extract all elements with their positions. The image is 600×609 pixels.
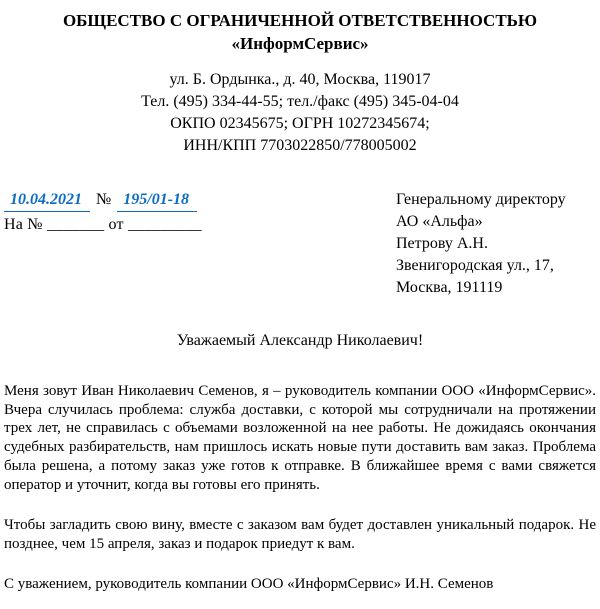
reference-row [4,189,596,299]
recipient-company: АО «Альфа» [396,213,483,230]
doc-date-number-line [4,189,202,212]
org-address-okpo-ogrn: ОКПО 02345675; ОГРН 10272345674; [170,115,430,132]
doc-number-value: 195/01-18 [117,189,197,212]
org-address-street: ул. Б. Ордынка., д. 40, Москва, 119017 [169,71,431,88]
org-address-inn-kpp: ИНН/КПП 7703022850/778005002 [183,137,417,154]
recipient-city: Москва, 191119 [396,279,503,296]
org-name-line1: ОБЩЕСТВО С ОГРАНИЧЕННОЙ ОТВЕТСТВЕННОСТЬЮ [62,11,538,30]
body-paragraph-2: Чтобы загладить свою вину, вместе с заказом вам будет доставлен уникальный подарок. Не позднее, чем 15 апреля, заказ и подарок приедут к вам. [4,517,596,552]
reply-label: На № [4,216,43,233]
org-name-line2: «ИнформСервис» [231,34,369,53]
org-address-phone: Тел. (495) 334-44-55; тел./факс (495) 345-04-04 [141,93,459,110]
reference-block [4,189,202,235]
reply-date-blank: _________ [127,216,202,233]
org-address-block [4,69,596,157]
reply-reference-line [4,214,202,235]
recipient-position: Генеральному директору [396,191,566,208]
salutation: Уважаемый Александр Николаевич! [176,332,424,349]
reply-from-label: от [108,216,124,233]
doc-number-sign: № [96,191,112,208]
doc-date-value: 10.04.2021 [4,189,90,212]
letterhead [4,9,596,157]
reply-number-blank: _______ [46,216,105,233]
body-paragraph-1: Меня зовут Иван Николаевич Семенов, я – руководитель компании ООО «ИнформСервис». Вчера случилась проблема: служба доставки, с которой мы сотрудничали на протяжении трех лет, не справилась с объемами возложенной на нее работы. Не дожидаясь окончания судебных разбирательств, нам пришлось искать новые пути доставить вам заказ. Проблема была решена, а потому заказ уже готов к отправке. В ближайшее время с вами свяжется оператор и уточнит, когда вы готовы его принять. [4,383,596,493]
recipient-block [396,189,596,299]
recipient-name: Петрову А.Н. [396,235,488,252]
signature-line: С уважением, руководитель компании ООО «ИнформСервис» И.Н. Семенов [4,575,494,592]
recipient-street: Звенигородская ул., 17, [396,257,554,274]
